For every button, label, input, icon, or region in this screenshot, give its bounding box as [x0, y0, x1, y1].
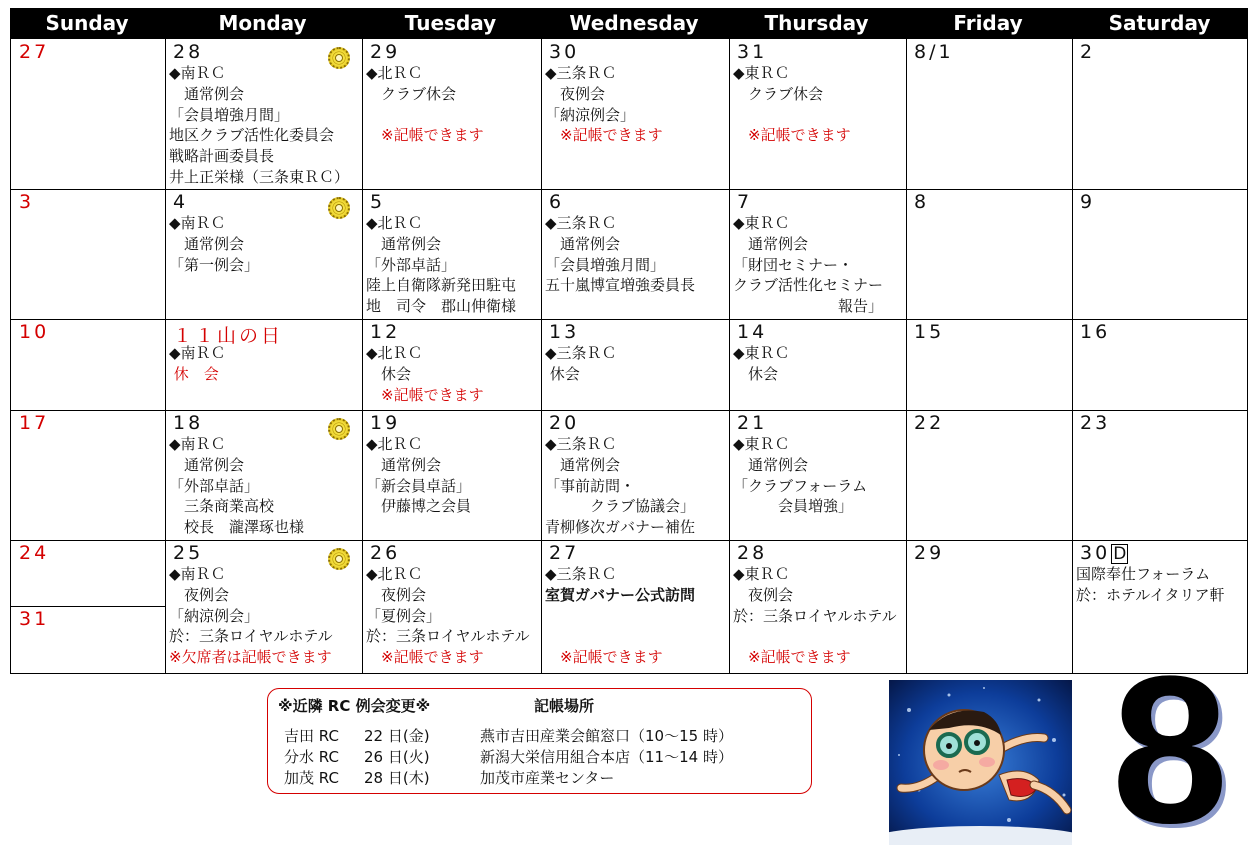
- event-line: 於：三条ロイヤルホテル: [733, 606, 897, 625]
- event-line: 「事前訪問・: [545, 476, 636, 495]
- day-cell: [165, 410, 362, 540]
- day-cell: [541, 189, 729, 319]
- day-number-text: 7: [737, 191, 753, 213]
- event-line: 五十嵐博宣増強委員長: [545, 276, 696, 295]
- day-number-text: 8/1: [914, 41, 954, 63]
- event-line: 「外部卓話」: [366, 255, 457, 274]
- swimming-boy-illustration: [889, 680, 1072, 845]
- event-details: [733, 343, 904, 385]
- day-number-text: 29: [914, 542, 945, 564]
- notice-row: [284, 725, 804, 745]
- event-line: ◆南ＲＣ: [169, 64, 226, 82]
- day-number: [19, 321, 49, 343]
- weekday-sunday: Sunday: [45, 11, 129, 35]
- day-number-text: 16: [1080, 321, 1111, 343]
- event-line: 於：三条ロイヤルホテル: [169, 627, 333, 646]
- day-cell: [1072, 189, 1249, 319]
- day-cell: [906, 410, 1072, 540]
- day-cell: [362, 319, 541, 410]
- day-number: [549, 191, 564, 213]
- notice-place: 新潟大栄信用組合本店（11～14 時）: [480, 748, 733, 766]
- day-number: [173, 412, 203, 434]
- day-number-text: 28: [737, 542, 768, 564]
- notice-club: 加茂 RC: [284, 769, 339, 787]
- day-number-text: 5: [370, 191, 386, 213]
- event-details: [545, 434, 727, 538]
- event-details: [733, 213, 904, 317]
- day-number: [370, 542, 400, 564]
- event-line: 「第一例会」: [169, 255, 260, 274]
- event-line: ◆北ＲＣ: [366, 344, 423, 362]
- notice-row: [284, 746, 804, 766]
- event-line: ◆南ＲＣ: [169, 435, 226, 453]
- day-cell: [1072, 410, 1249, 540]
- signin-note: ※記帳できます: [733, 126, 851, 145]
- day-cell: [1072, 39, 1249, 189]
- day-cell: [541, 319, 729, 410]
- event-line: ◆三条ＲＣ: [545, 565, 617, 583]
- day-number-text: 12: [370, 321, 401, 343]
- event-line: 通常例会: [733, 455, 809, 474]
- event-line: 報告」: [733, 297, 884, 316]
- event-line: 於：ホテルイタリア軒: [1076, 585, 1225, 604]
- day-cell: [362, 189, 541, 319]
- event-line: 通常例会: [366, 234, 442, 253]
- day-number: [19, 542, 49, 564]
- day-number: [737, 412, 767, 434]
- event-line: ◆北ＲＣ: [366, 64, 423, 82]
- signin-note: ※記帳できます: [366, 385, 484, 404]
- event-line: ◆三条ＲＣ: [545, 435, 617, 453]
- day-cell: [729, 319, 906, 410]
- day-number: [19, 191, 34, 213]
- event-line: 「外部卓話」: [169, 476, 260, 495]
- day-number: [173, 542, 203, 564]
- event-line: 通常例会: [545, 455, 621, 474]
- day-number-text: 10: [19, 321, 50, 343]
- event-details: [169, 434, 360, 538]
- event-line: 「新会員卓話」: [366, 476, 472, 495]
- day-number-text: 22: [914, 412, 945, 434]
- event-line: [366, 105, 539, 126]
- event-line: 夜例会: [366, 585, 427, 604]
- day-number-text: 21: [737, 412, 768, 434]
- event-line: [733, 105, 904, 126]
- event-details: [169, 213, 360, 275]
- day-number: [549, 412, 579, 434]
- event-line: 「財団セミナー・: [733, 255, 854, 274]
- event-details: [545, 564, 727, 668]
- day-cell: [729, 410, 906, 540]
- event-line: 三条商業高校: [169, 497, 275, 516]
- event-line: ◆三条ＲＣ: [545, 64, 617, 82]
- day-number-text: 25: [173, 542, 204, 564]
- event-details: [366, 343, 539, 405]
- event-line: 休会: [733, 364, 779, 383]
- day-cell: [729, 189, 906, 319]
- day-number: [1080, 412, 1110, 434]
- day-cell: [906, 319, 1072, 410]
- day-number-text: 26: [370, 542, 401, 564]
- event-line: ◆北ＲＣ: [366, 435, 423, 453]
- weekday-tuesday: Tuesday: [404, 11, 497, 35]
- day-number-text: 30: [1080, 542, 1111, 564]
- event-details: [169, 63, 360, 188]
- notice-title: ※近隣 RC 例会変更※: [278, 697, 431, 715]
- event-line: 夜例会: [733, 585, 794, 604]
- day-number-text: 27: [549, 542, 580, 564]
- event-line: ◆三条ＲＣ: [545, 214, 617, 232]
- notice-date: 26 日(火): [364, 748, 430, 766]
- signin-note: ※記帳できます: [733, 648, 851, 667]
- day-number-text: １１山の日: [173, 325, 284, 347]
- day-number: [914, 542, 944, 564]
- day-number: [914, 412, 944, 434]
- day-cell: [541, 540, 729, 675]
- signin-note: ※欠席者は記帳できます: [169, 648, 332, 667]
- day-number: [549, 321, 579, 343]
- day-number-text: 27: [19, 41, 50, 63]
- event-line: クラブ休会: [366, 84, 457, 103]
- event-line: 井上正栄様（三条東ＲＣ）: [169, 167, 350, 186]
- day-cell: [165, 319, 362, 410]
- signin-note: ※記帳できます: [366, 648, 484, 667]
- day-number-text: 20: [549, 412, 580, 434]
- event-details: [169, 564, 360, 668]
- event-line: ◆東ＲＣ: [733, 64, 790, 82]
- day-number: [1080, 542, 1128, 564]
- notice-club: 分水 RC: [284, 748, 339, 766]
- event-line: [733, 626, 904, 647]
- day-cell: [165, 39, 362, 189]
- weekday-monday: Monday: [218, 11, 307, 35]
- day-number: [737, 542, 767, 564]
- day-cell: [11, 189, 165, 319]
- day-number: [549, 41, 579, 63]
- event-line: 休会: [366, 364, 412, 383]
- event-line: 「会員増強月間」: [169, 105, 290, 124]
- event-line: 「クラブフォーラム: [733, 476, 868, 495]
- event-line: 「納涼例会」: [169, 606, 260, 625]
- event-details: [1076, 564, 1247, 606]
- swimming-boy-icon: [889, 680, 1072, 845]
- day-cell: [165, 540, 362, 675]
- day-number: [737, 41, 767, 63]
- event-line: 校長 瀧澤琢也様: [169, 518, 305, 537]
- day-number-text: 8: [914, 191, 930, 213]
- event-line: 通常例会: [169, 84, 245, 103]
- event-details: [366, 63, 539, 146]
- signin-note: 休 会: [169, 364, 219, 383]
- event-line: クラブ協議会」: [545, 497, 696, 516]
- event-line: ◆南ＲＣ: [169, 565, 226, 583]
- day-number-text: 31: [737, 41, 768, 63]
- event-details: [733, 564, 904, 668]
- day-cell: [11, 319, 165, 410]
- day-number: [914, 191, 929, 213]
- event-details: [366, 213, 539, 317]
- day-number: [549, 542, 579, 564]
- event-line: 通常例会: [169, 234, 245, 253]
- day-cell: [729, 540, 906, 675]
- event-line: 陸上自衛隊新発田駐屯: [366, 276, 517, 295]
- day-number: [19, 41, 49, 63]
- event-line: ◆北ＲＣ: [366, 214, 423, 232]
- day-number: [370, 41, 400, 63]
- event-line: ◆東ＲＣ: [733, 214, 790, 232]
- event-line: 通常例会: [169, 455, 245, 474]
- event-line: 夜例会: [545, 84, 606, 103]
- day-cell: [11, 410, 165, 540]
- day-number-text: 2: [1080, 41, 1096, 63]
- day-number: 31: [19, 608, 50, 630]
- event-line: 国際奉仕フォーラム: [1076, 565, 1211, 583]
- event-line: ◆東ＲＣ: [733, 435, 790, 453]
- day-cell: [1072, 319, 1249, 410]
- day-number-text: 4: [173, 191, 189, 213]
- day-number: [1080, 321, 1110, 343]
- event-details: [169, 343, 360, 385]
- day-cell: [362, 410, 541, 540]
- day-cell: [729, 39, 906, 189]
- event-line: クラブ活性化セミナー: [733, 276, 884, 295]
- day-number: [370, 412, 400, 434]
- event-line: [545, 606, 727, 627]
- event-line: 会員増強」: [733, 497, 854, 516]
- event-line: 「納涼例会」: [545, 105, 636, 124]
- day-number: [19, 412, 49, 434]
- district-badge: D: [1113, 544, 1127, 564]
- event-details: [545, 63, 727, 146]
- day-number-text: 24: [19, 542, 50, 564]
- event-line: ◆東ＲＣ: [733, 344, 790, 362]
- event-line: ◆南ＲＣ: [169, 214, 226, 232]
- day-number: [173, 41, 203, 63]
- day-number-text: 13: [549, 321, 580, 343]
- event-line: 伊藤博之会員: [366, 497, 472, 516]
- event-details: [733, 434, 904, 517]
- day-cell: [906, 39, 1072, 189]
- weekday-thursday: Thursday: [764, 11, 869, 35]
- notice-place: 燕市吉田産業会館窓口（10～15 時）: [480, 727, 733, 745]
- month-number: 8: [1111, 632, 1229, 867]
- event-line: 「夏例会」: [366, 606, 442, 625]
- event-line: 地区クラブ活性化委員会: [169, 126, 335, 145]
- day-number-text: 9: [1080, 191, 1096, 213]
- event-line: 通常例会: [733, 234, 809, 253]
- day-number: [173, 191, 188, 213]
- weekday-friday: Friday: [953, 11, 1023, 35]
- event-line: 休会: [545, 364, 580, 383]
- notice-row: [284, 767, 804, 787]
- signin-note: ※記帳できます: [545, 126, 663, 145]
- day-number: [914, 41, 954, 63]
- notice-place-header: 記帳場所: [534, 697, 595, 715]
- day-number: [914, 321, 944, 343]
- event-line: 青柳修次ガバナー補佐: [545, 518, 696, 537]
- event-line: ◆南ＲＣ: [169, 344, 226, 362]
- weekday-wednesday: Wednesday: [569, 11, 699, 35]
- day-number: [370, 321, 400, 343]
- event-line: 「会員増強月間」: [545, 255, 666, 274]
- neighbor-rc-notice: [267, 688, 812, 794]
- day-cell: [11, 39, 165, 189]
- day-number-text: 15: [914, 321, 945, 343]
- day-cell: [906, 189, 1072, 319]
- day-number-text: 19: [370, 412, 401, 434]
- event-line: 通常例会: [545, 234, 621, 253]
- weekday-saturday: Saturday: [1108, 11, 1211, 35]
- day-number-text: 30: [549, 41, 580, 63]
- day-cell: [362, 39, 541, 189]
- day-number: [737, 191, 752, 213]
- event-line: ◆東ＲＣ: [733, 565, 790, 583]
- event-line: クラブ休会: [733, 84, 824, 103]
- event-line: 於：三条ロイヤルホテル: [366, 627, 530, 646]
- event-line: ◆北ＲＣ: [366, 565, 423, 583]
- weekday-header: [10, 8, 1248, 38]
- day-cell: [541, 39, 729, 189]
- notice-date: 22 日(金): [364, 727, 430, 745]
- day-number: [370, 191, 385, 213]
- calendar-grid: [10, 38, 1248, 674]
- event-line: 通常例会: [366, 455, 442, 474]
- day-number: [1080, 191, 1095, 213]
- day-number-text: 18: [173, 412, 204, 434]
- day-number-text: 29: [370, 41, 401, 63]
- notice-date: 28 日(木): [364, 769, 430, 787]
- event-details: [733, 63, 904, 146]
- day-number-text: 28: [173, 41, 204, 63]
- day-number-text: 3: [19, 191, 35, 213]
- day-number-text: 14: [737, 321, 768, 343]
- day-number: [737, 321, 767, 343]
- signin-note: ※記帳できます: [545, 648, 663, 667]
- day-cell: [165, 189, 362, 319]
- day-cell: [362, 540, 541, 675]
- notice-place: 加茂市産業センター: [480, 769, 615, 787]
- day-cell: [541, 410, 729, 540]
- event-line: 夜例会: [169, 585, 230, 604]
- signin-note: ※記帳できます: [366, 126, 484, 145]
- event-line: ◆三条ＲＣ: [545, 344, 617, 362]
- event-details: [545, 343, 727, 385]
- day-cell: [11, 540, 165, 675]
- day-number: [1080, 41, 1095, 63]
- event-line: 戦略計画委員長: [169, 147, 275, 166]
- event-details: [366, 434, 539, 517]
- event-line: 室賀ガバナー公式訪問: [545, 585, 696, 604]
- day-number-text: 17: [19, 412, 50, 434]
- notice-club: 吉田 RC: [284, 727, 339, 745]
- event-details: [366, 564, 539, 668]
- event-details: [545, 213, 727, 296]
- day-number-text: 6: [549, 191, 565, 213]
- day-number-text: 23: [1080, 412, 1111, 434]
- event-line: [545, 626, 727, 647]
- day-cell: [906, 540, 1072, 675]
- event-line: 地 司令 郡山伸衛様: [366, 297, 517, 316]
